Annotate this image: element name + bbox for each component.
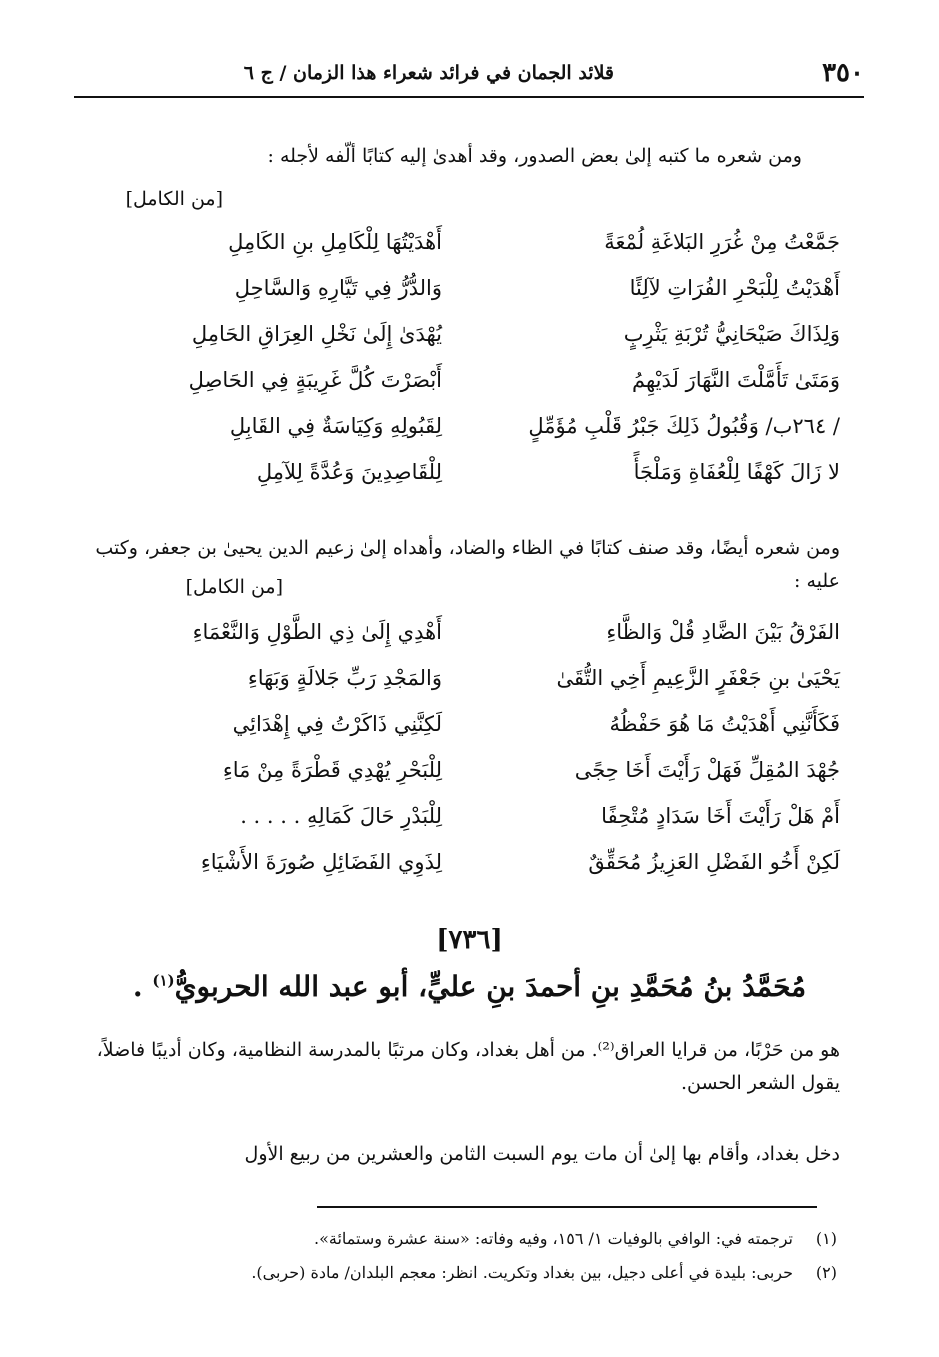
footnote-number: (١): [815, 1229, 837, 1248]
footnote-text: ترجمته في: الوافي بالوفيات ١/ ١٥٦، وفيه وفاته: «سنة عشرة وستمائة».: [314, 1229, 793, 1248]
entry-heading: [0, 970, 939, 1003]
first-hemistich: جُهْدَ المُقِلِّ فَهَلْ رَأَيْتَ أَخَا حِجًى: [574, 758, 840, 782]
footnote: [97, 1222, 837, 1256]
first-hemistich: لَكِنْ أَخُو الفَضْلِ العَزِيزُ مُحَقِّقٌ: [588, 850, 840, 874]
verse-line: [80, 620, 840, 666]
first-hemistich: فَكَأَنَّنِي أَهْدَيْتُ مَا هُوَ حَفْظُهُ: [609, 712, 840, 736]
entry-heading-end: .: [132, 970, 143, 1003]
first-hemistich: وَمَتَىٰ تَأَمَّلْتَ النَّهَارَ لَدَيْهِمُ: [631, 368, 840, 392]
first-hemistich: وَلِذَاكَ صَيْحَانِيُّ تُرْبَةِ يَثْرِبٍ: [623, 322, 840, 346]
intro-paragraph-1: ومن شعره ما كتبه إلىٰ بعض الصدور، وقد أهدىٰ إليه كتابًا ألّفه لأجله :: [267, 145, 802, 167]
footnote: [97, 1256, 837, 1290]
bio-paragraph-1: هو من حَرْبًا، من قرايا العراق⁽²⁾. من أهل بغداد، وكان مرتبًا بالمدرسة النظامية، وكان أديبًا فاضلاً، يقول الشعر الحسن.: [96, 1039, 840, 1094]
second-hemistich: لِذَوِي الفَضَائِلِ صُورَةَ الأَشْيَاءِ: [200, 850, 442, 874]
verse-line: [80, 666, 840, 712]
bio-paragraph-2: دخل بغداد، وأقام بها إلىٰ أن مات يوم السبت الثامن والعشرين من ربيع الأول: [244, 1143, 840, 1165]
verse-line: [80, 276, 840, 322]
second-hemistich: وَالمَجْدِ رَبِّ جَلالَةٍ وَبَهَاءِ: [247, 666, 442, 690]
second-hemistich: وَالدُّرُّ فِي تَيَّارِهِ وَالسَّاحِلِ: [234, 276, 442, 300]
intro-paragraph-2: ومن شعره أيضًا، وقد صنف كتابًا في الظاء والضاد، وأهداه إلىٰ زعيم الدين يحيىٰ بن جعفر، وكتب عليه :: [95, 537, 840, 592]
poem-1: [80, 230, 840, 506]
verse-line: [80, 850, 840, 896]
footnote-text: حربى: بليدة في أعلى دجيل، بين بغداد وتكريت. انظر: معجم البلدان/ مادة (حربى).: [251, 1263, 793, 1282]
second-hemistich: لِقَبُولِهِ وَكِيَاسَةٌ فِي القَابِلِ: [229, 414, 442, 438]
verse-line: [80, 230, 840, 276]
first-hemistich: لا زَالَ كَهْفًا لِلْعُفَاةِ وَمَلْجَأً: [633, 460, 840, 484]
verse-line: [80, 804, 840, 850]
second-hemistich: لَكِنَّنِي ذَاكَرْتُ فِي إِهْدَائِي: [232, 712, 442, 736]
running-title: قلائد الجمان في فرائد شعراء هذا الزمان / ج ٦: [243, 62, 614, 84]
verse-line: [80, 758, 840, 804]
verse-line: [80, 414, 840, 460]
meter-label-1: [من الكامل]: [125, 188, 223, 210]
verse-line: [80, 368, 840, 414]
verse-line: [80, 460, 840, 506]
first-hemistich: الفَرْقُ بَيْنَ الضَّادِ قُلْ وَالظَّاءِ: [606, 620, 840, 644]
second-hemistich: أَهْدَيْتُهَا لِلْكَامِلِ بنِ الكَامِلِ: [228, 230, 442, 254]
footnote-divider: [317, 1206, 817, 1208]
first-hemistich: / ٢٦٤ب/ وَقُبُولُ ذَلِكَ جَبْرُ قَلْبِ مُؤَمِّلٍ: [528, 414, 840, 438]
second-hemistich: أَبْصَرْتَ كُلَّ غَرِيبَةٍ فِي الحَاصِلِ: [188, 368, 442, 392]
verse-line: [80, 712, 840, 758]
entry-heading-text: مُحَمَّدُ بنُ مُحَمَّدِ بنِ أحمدَ بنِ عليٍّ، أبو عبد الله الحربويُّ: [174, 970, 807, 1003]
first-hemistich: أَمْ هَلْ رَأَيْتَ أَخَا سَدَادٍ مُتْحِفًا: [601, 804, 840, 828]
first-hemistich: أَهْدَيْتُ لِلْبَحْرِ الفُرَاتِ لآلِئًا: [629, 276, 840, 300]
second-hemistich: لِلْقَاصِدِينَ وَعُدَّةً لِلآمِلِ: [256, 460, 442, 484]
second-hemistich: لِلْبَحْرِ يُهْدِي قَطْرَةً مِنْ مَاءِ: [222, 758, 442, 782]
page-number: ٣٥٠: [822, 58, 864, 88]
footnote-number: (٢): [815, 1263, 837, 1282]
footnotes: [97, 1222, 837, 1290]
second-hemistich: يُهْدَىٰ إِلَىٰ نَخْلِ العِرَاقِ الحَامِلِ: [191, 322, 442, 346]
first-hemistich: جَمَّعْتُ مِنْ غُرَرِ البَلاغَةِ لُمْعَةً: [604, 230, 840, 254]
footnote-marker: (١): [152, 971, 175, 990]
poem-2: [80, 620, 840, 896]
verse-line: [80, 322, 840, 368]
second-hemistich: أَهْدِي إِلَىٰ ذِي الطَّوْلِ وَالنَّعْمَاءِ: [192, 620, 442, 644]
second-hemistich: لِلْبَدْرِ حَالَ كَمَالِهِ . . . . .: [240, 804, 442, 828]
page-header: [74, 56, 864, 98]
first-hemistich: يَحْيَىٰ بنِ جَعْفَرٍ الزَّعِيمِ أَخِي التُّقَىٰ: [556, 666, 840, 690]
meter-label-2: [من الكامل]: [185, 576, 283, 598]
entry-number: [٧٣٦]: [436, 925, 503, 955]
